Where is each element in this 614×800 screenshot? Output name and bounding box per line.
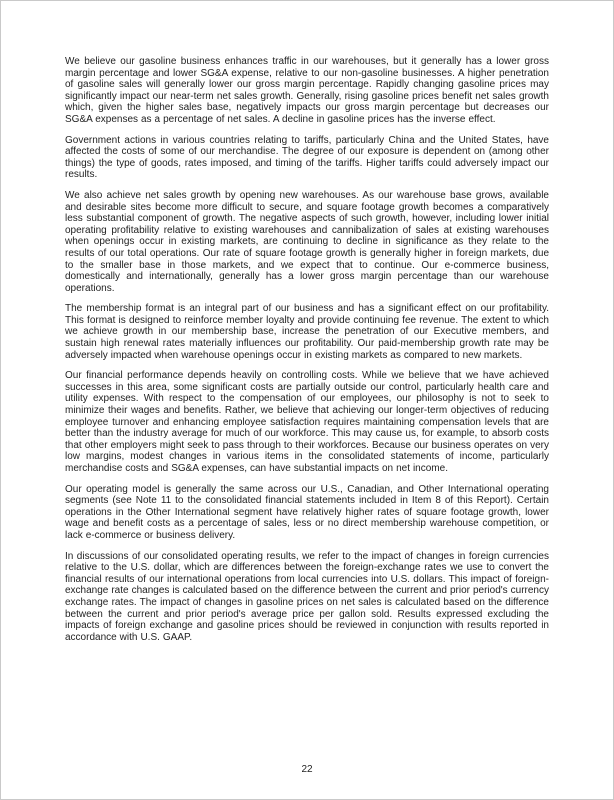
paragraph-tariffs: Government actions in various countries relating to tariffs, particularly China and the United States, have affected the costs of some of our merchandise. The degree of our exposure is dependent on (among other things) the type of goods, rates imposed, and timing of the tariffs. Higher tariffs could adversely impact our results.: [65, 134, 549, 181]
paragraph-foreign-currencies: In discussions of our consolidated operating results, we refer to the impact of changes in foreign currencies relative to the U.S. dollar, which are differences between the foreign-exchange rates we use to convert the financial results of our international operations from local currencies into U.S. dollars. This impact of foreign-exchange rate changes is calculated based on the difference between the current and prior period's currency exchange rates. The impact of changes in gasoline prices on net sales is calculated based on the difference between the current and prior period's average price per gallon sold. Results expressed excluding the impacts of foreign exchange and gasoline prices should be reviewed in conjunction with results reported in accordance with U.S. GAAP.: [65, 550, 549, 643]
paragraph-membership-format: The membership format is an integral part of our business and has a significant effect on our profitability. This format is designed to reinforce member loyalty and provide continuing fee revenue. The extent to which we achieve growth in our membership base, increase the penetration of our Executive members, and sustain high renewal rates materially influences our profitability. Our paid-membership growth rate may be adversely impacted when warehouse openings occur in existing markets as compared to new markets.: [65, 303, 549, 361]
paragraph-new-warehouses: We also achieve net sales growth by opening new warehouses. As our warehouse base grows, available and desirable sites become more difficult to secure, and square footage growth becomes a comparatively less substantial component of growth. The negative aspects of such growth, however, including lower initial operating profitability relative to existing warehouses and cannibalization of sales at existing warehouses when openings occur in existing markets, are continuing to decline in significance as they relate to the results of our total operations. Our rate of square footage growth is generally higher in foreign markets, due to the smaller base in those markets, and we expect that to continue. Our e-commerce business, domestically and internationally, generally has a lower gross margin percentage than our warehouse operations.: [65, 189, 549, 294]
paragraph-controlling-costs: Our financial performance depends heavily on controlling costs. While we believe that we have achieved successes in this area, some significant costs are partially outside our control, particularly health care and utility expenses. With respect to the compensation of our employees, our philosophy is not to seek to minimize their wages and benefits. Rather, we believe that achieving our longer-term objectives of reducing employee turnover and enhancing employee satisfaction requires maintaining compensation levels that are better than the industry average for much of our workforce. This may cause us, for example, to absorb costs that other employers might seek to pass through to their workforces. Because our business operates on very low margins, modest changes in various items in the consolidated statements of income, particularly merchandise costs and SG&A expenses, can have substantial impacts on net income.: [65, 370, 549, 474]
paragraph-operating-model: Our operating model is generally the same across our U.S., Canadian, and Other International operating segments (see Note 11 to the consolidated financial statements included in Item 8 of this Report). Certain operations in the Other International segment have relatively higher rates of square footage growth, lower wage and benefit costs as a percentage of sales, less or no direct membership warehouse competition, or lack e-commerce or business delivery.: [65, 483, 549, 541]
page-body: [65, 56, 549, 652]
page-number: 22: [301, 764, 313, 775]
paragraph-gasoline-business: We believe our gasoline business enhances traffic in our warehouses, but it generally has a lower gross margin percentage and lower SG&A expense, relative to our non-gasoline businesses. A higher penetration of gasoline sales will generally lower our gross margin percentage. Rapidly changing gasoline prices may significantly impact our near-term net sales growth. Generally, rising gasoline prices benefit net sales growth which, given the higher sales base, negatively impacts our gross margin percentage but decreases our SG&A expenses as a percentage of net sales. A decline in gasoline prices has the inverse effect.: [65, 56, 549, 125]
